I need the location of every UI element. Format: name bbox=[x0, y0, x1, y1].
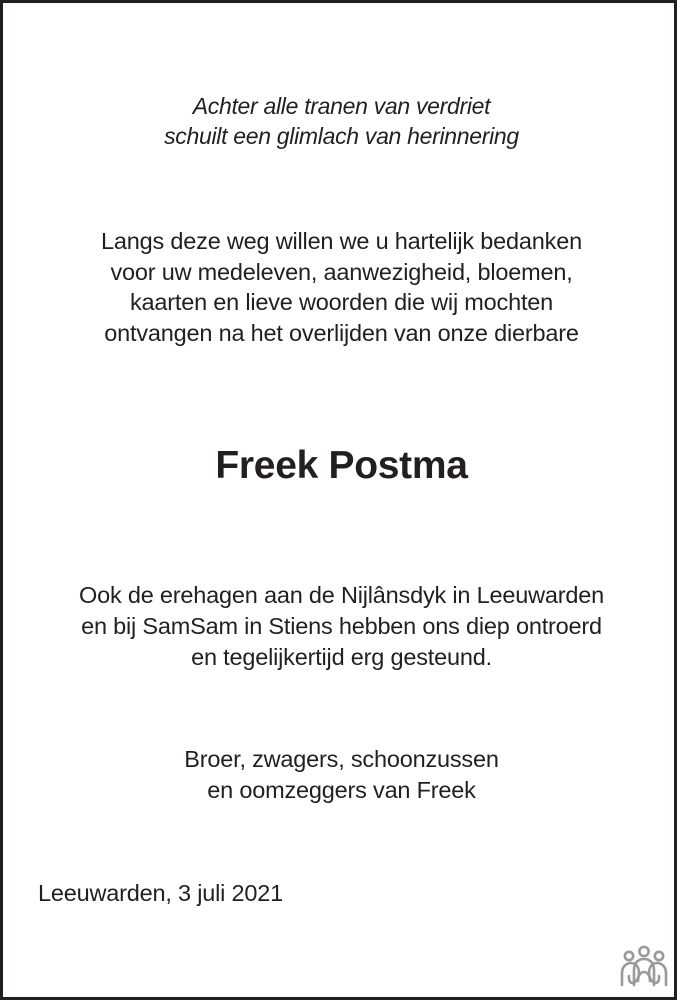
tribute-line: Ook de erehagen aan de Nijlânsdyk in Leeuwarden bbox=[79, 582, 604, 608]
tribute-line: en tegelijkertijd erg gesteund. bbox=[191, 644, 492, 670]
thank-you-message bbox=[3, 226, 677, 348]
signature-line: en oomzeggers van Freek bbox=[207, 777, 476, 803]
family-signature bbox=[3, 744, 677, 806]
signature-line: Broer, zwagers, schoonzussen bbox=[184, 746, 499, 772]
place-and-date: Leeuwarden, 3 juli 2021 bbox=[38, 880, 283, 906]
community-people-icon bbox=[619, 945, 669, 989]
memorial-quote bbox=[3, 91, 677, 151]
quote-line: schuilt een glimlach van herinnering bbox=[164, 123, 519, 149]
thanks-line: voor uw medeleven, aanwezigheid, bloemen, bbox=[110, 258, 573, 285]
thanks-line: ontvangen na het overlijden van onze dierbare bbox=[104, 319, 579, 346]
thanks-line: kaarten en lieve woorden die wij mochten bbox=[129, 289, 554, 315]
deceased-name: Freek Postma bbox=[215, 444, 468, 487]
thanks-line: Langs deze weg willen we u hartelijk bedanken bbox=[101, 228, 582, 254]
tribute-line: en bij SamSam in Stiens hebben ons diep ontroerd bbox=[81, 613, 602, 639]
tribute-message bbox=[3, 580, 677, 673]
quote-line: Achter alle tranen van verdriet bbox=[192, 93, 491, 119]
